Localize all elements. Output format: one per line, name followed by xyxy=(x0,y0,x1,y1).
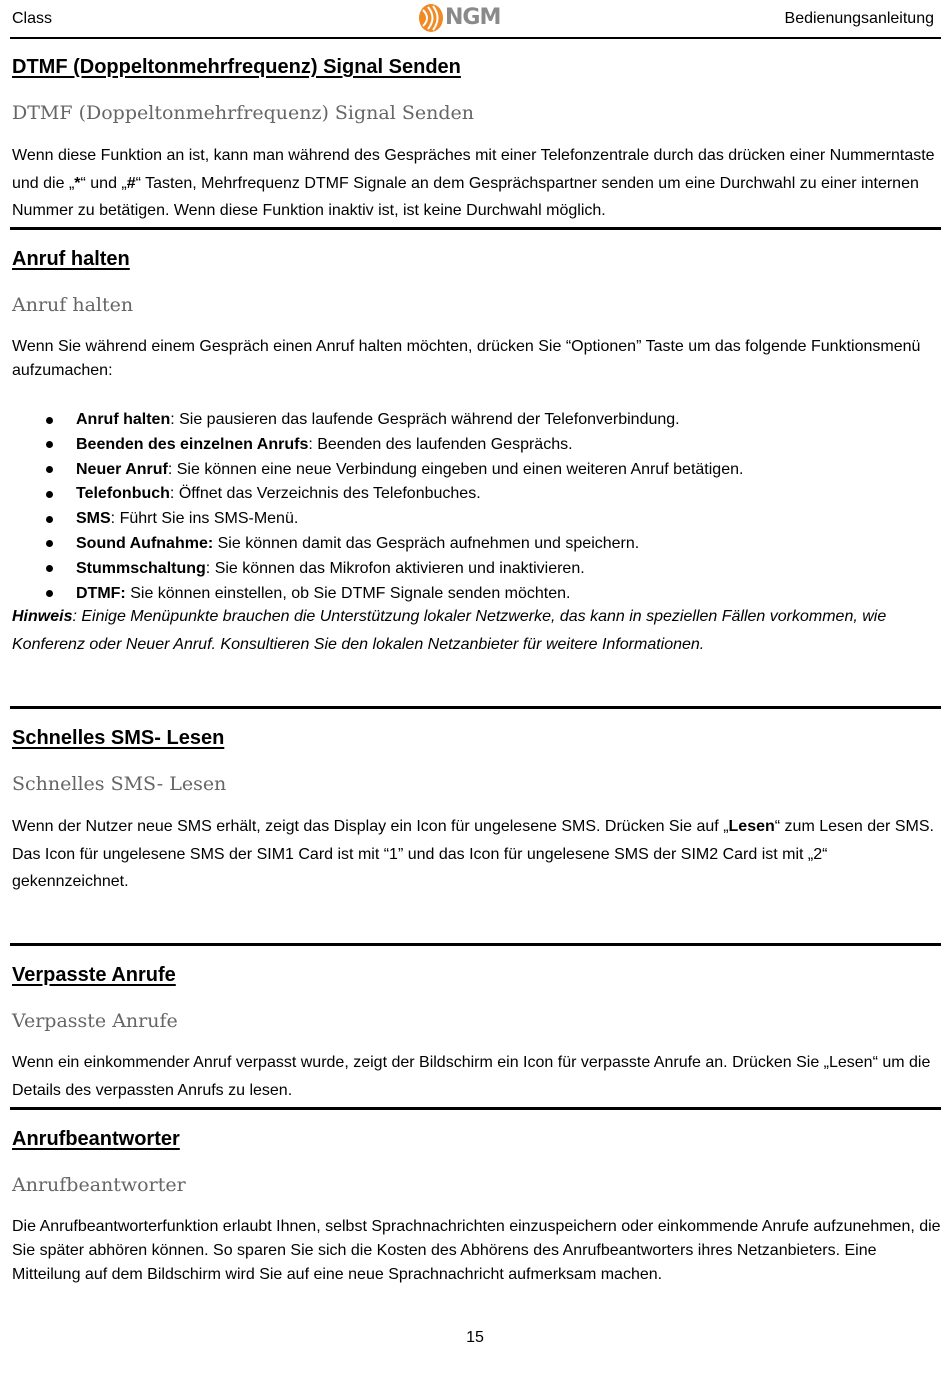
bullet-icon xyxy=(46,516,53,523)
list-item: Sound Aufnahme: Sie können damit das Gespräch aufnehmen und speichern. xyxy=(12,532,942,557)
sms-subheading: Schnelles SMS- Lesen xyxy=(12,773,227,795)
options-menu-list xyxy=(12,408,942,606)
hinweis-note: Hinweis: Einige Menüpunkte brauchen die Unterstützung lokaler Netzwerke, das kann in speziellen Fällen vorkommen, wie Konferenz oder Neuer Anruf. Konsultieren Sie den lokalen Netzanbieter für weitere Informationen. xyxy=(12,608,887,653)
header-divider xyxy=(10,37,941,39)
anrufbeantworter-subheading: Anrufbeantworter xyxy=(12,1174,186,1196)
header-manual-label: Bedienungsanleitung xyxy=(784,10,934,27)
dtmf-heading: DTMF (Doppeltonmehrfrequenz) Signal Senden xyxy=(12,56,461,78)
verpasste-paragraph: Wenn ein einkommender Anruf verpasst wurde, zeigt der Bildschirm ein Icon für verpasste Anrufe an. Drücken Sie „Lesen“ um die Details des verpassten Anrufs zu lesen. xyxy=(12,1054,931,1099)
verpasste-heading: Verpasste Anrufe xyxy=(12,964,176,986)
ngm-logo-mark-icon xyxy=(417,2,447,34)
verpasste-subheading: Verpasste Anrufe xyxy=(12,1010,178,1032)
page-header xyxy=(0,0,950,40)
list-item: Stummschaltung: Sie können das Mikrofon aktivieren und inaktivieren. xyxy=(12,557,942,582)
bullet-icon xyxy=(46,491,53,498)
list-item: DTMF: Sie können einstellen, ob Sie DTMF Signale senden möchten. xyxy=(12,582,942,607)
section-divider xyxy=(10,227,941,230)
anruf-halten-intro: Wenn Sie während einem Gespräch einen Anruf halten möchten, drücken Sie “Optionen” Taste um das folgende Funktionsmenü aufzumachen: xyxy=(12,338,921,379)
dtmf-paragraph: Wenn diese Funktion an ist, kann man während des Gespräches mit einer Telefonzentrale durch das drücken einer Nummerntaste und die „*“ und „#“ Tasten, Mehrfrequenz DTMF Signale an dem Gesprächspartner senden um eine Durchwahl zu einer internen Nummer zu betätigen. Wenn diese Funktion inaktiv ist, ist keine Durchwahl möglich. xyxy=(12,147,935,219)
dtmf-subheading: DTMF (Doppeltonmehrfrequenz) Signal Senden xyxy=(12,102,474,124)
header-class-label: Class xyxy=(12,10,53,27)
bullet-icon xyxy=(46,441,53,448)
bullet-icon xyxy=(46,466,53,473)
anrufbeantworter-paragraph: Die Anrufbeantworterfunktion erlaubt Ihnen, selbst Sprachnachrichten einzuspeichern oder einkommende Anrufe aufzunehmen, die Sie später abhören können. So sparen Sie sich die Kosten des Abhörens des Anrufbeantworters ihres Netzanbieters. Eine Mitteilung auf dem Bildschirm wird Sie auf eine neue Sprachnachricht aufmerksam machen. xyxy=(12,1218,941,1283)
section-divider xyxy=(10,1107,941,1110)
bullet-icon xyxy=(46,540,53,547)
list-item: Anruf halten: Sie pausieren das laufende Gespräch während der Telefonverbindung. xyxy=(12,408,942,433)
page-number: 15 xyxy=(466,1329,484,1346)
anrufbeantworter-heading: Anrufbeantworter xyxy=(12,1128,180,1150)
list-item: SMS: Führt Sie ins SMS-Menü. xyxy=(12,507,942,532)
logo-text: NGM xyxy=(445,5,501,30)
bullet-icon xyxy=(46,590,53,597)
list-item: Telefonbuch: Öffnet das Verzeichnis des Telefonbuches. xyxy=(12,482,942,507)
sms-paragraph: Wenn der Nutzer neue SMS erhält, zeigt das Display ein Icon für ungelesene SMS. Drücken Sie auf „Lesen“ zum Lesen der SMS. Das Icon für ungelesene SMS der SIM1 Card ist mit “1” und das Icon für ungelesene SMS der SIM2 Card ist mit „2“ gekennzeichnet. xyxy=(12,818,934,890)
sms-heading: Schnelles SMS- Lesen xyxy=(12,727,225,749)
list-item: Neuer Anruf: Sie können eine neue Verbindung eingeben und einen weiteren Anruf betätigen. xyxy=(12,458,942,483)
anruf-halten-subheading: Anruf halten xyxy=(12,294,134,316)
bullet-icon xyxy=(46,565,53,572)
section-divider xyxy=(10,706,941,709)
ngm-logo xyxy=(417,2,523,34)
section-divider xyxy=(10,943,941,946)
list-item: Beenden des einzelnen Anrufs: Beenden des laufenden Gesprächs. xyxy=(12,433,942,458)
bullet-icon xyxy=(46,417,53,424)
anruf-halten-heading: Anruf halten xyxy=(12,248,130,270)
